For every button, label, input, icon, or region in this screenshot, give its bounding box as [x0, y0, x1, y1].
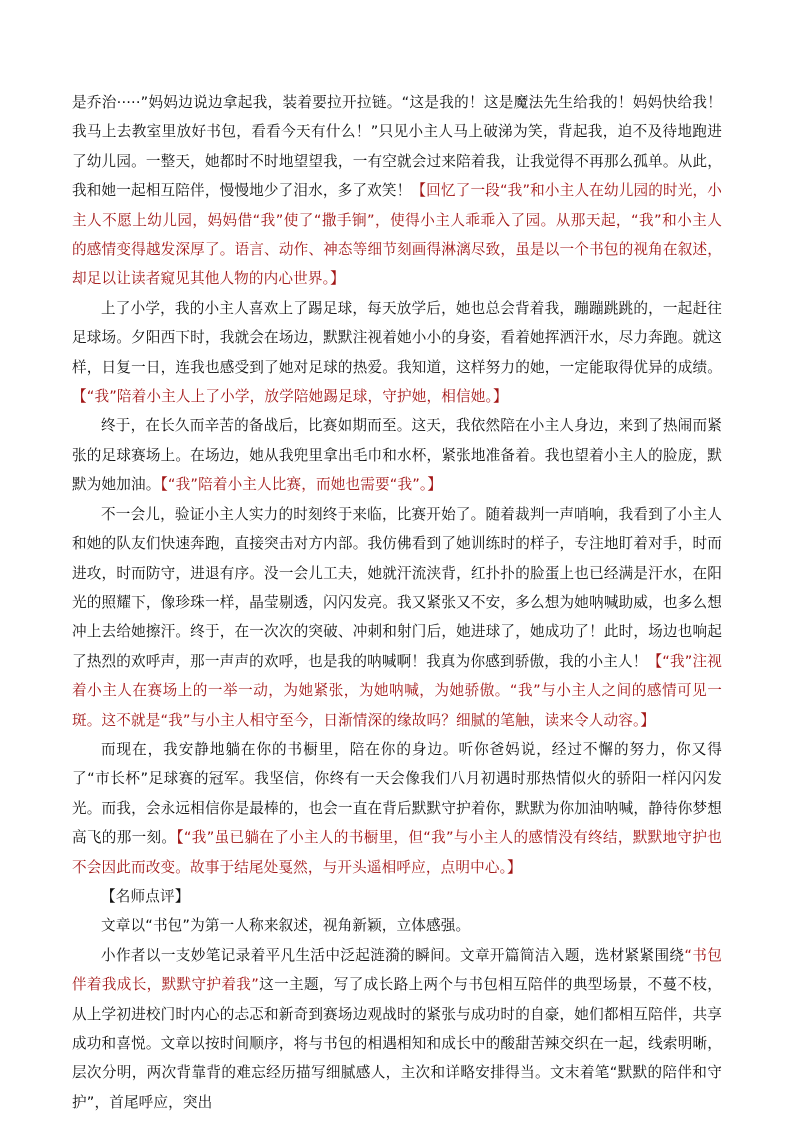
essay-paragraph-3: [72, 411, 722, 499]
comment-paragraph-2: [72, 941, 722, 1117]
comment-highlight: “书包伴着我成长，默默守护着我”: [72, 946, 723, 994]
document-page: [72, 88, 722, 1117]
essay-text: 不一会儿，验证小主人实力的时刻终于来临，比赛开始了。随着裁判一声哨响，我看到了小主人和她的队友们快速奔跑，直接突击对方内部。我仿佛看到了她训练时的样子，专注地盯着对手，时而进攻，时而防守，进退有序。没一会儿工夫，她就汗流浃背，红扑扑的脸蛋上也已经满是汗水，在阳光的照耀下，像珍珠一样，晶莹剔透，闪闪发亮。我又紧张又不安，多么想为她呐喊助威，也多么想冲上去给她擦汗。终于，在一次次的突破、冲刺和射门后，她进球了，她成功了！此时，场边也响起了热烈的欢呼声，那一声声的欢呼，也是我的呐喊啊！我真为你感到骄傲，我的小主人！: [72, 505, 722, 670]
annotation-text: 【“我”陪着小主人上了小学，放学陪她踢足球，守护她，相信她。】: [72, 388, 508, 406]
essay-paragraph-4: [72, 500, 722, 735]
essay-text: 而现在，我安静地躺在你的书橱里，陪在你的身边。听你爸妈说，经过不懈的努力，你又得了“市长杯”足球赛的冠军。我坚信，你终有一天会像我们八月初遇时那热情似火的骄阳一样闪闪发光。而我，会永远相信你是最棒的，也会一直在背后默默守护着你，默默为你加油呐喊，静待你梦想高飞的那一刻。: [72, 740, 722, 847]
comment-text: 小作者以一支妙笔记录着平凡生活中泛起涟漪的瞬间。文章开篇简洁入题，选材紧紧围绕: [101, 946, 685, 964]
comment-text: 这一主题，写了成长路上两个与书包相互陪伴的典型场景，不蔓不枝，从上学初进校门时内心的忐忑和新奇到赛场边观战时的紧张与成功时的自豪，她们都相互陪伴，共享成功和喜悦。文章以按时间顺序，将与书包的相遇相知和成长中的酸甜苦辣交织在一起，线索明晰，层次分明，两次背靠背的难忘经历描写细腻感人，主次和详略安排得当。文末着笔“默默的陪伴和守护”，首尾呼应，突出: [72, 976, 722, 1111]
essay-paragraph-5: [72, 735, 722, 882]
annotation-text: 【“我”注视着小主人在赛场上的一举一动，为她紧张，为她呐喊，为她骄傲。“我”与小主人之间的感情可见一斑。这不就是“我”与小主人相守至今，日渐情深的缘故吗？细腻的笔触，读来令人动容。】: [72, 652, 722, 729]
essay-paragraph-2: [72, 294, 722, 412]
essay-text: 上了小学，我的小主人喜欢上了踢足球，每天放学后，她也总会背着我，蹦蹦跳跳的，一起赶往足球场。夕阳西下时，我就会在场边，默默注视着她小小的身姿，看着她挥洒汗水，尽力奔跑。就这样，日复一日，连我也感受到了她对足球的热爱。我知道，这样努力的她，一定能取得优异的成绩。: [72, 299, 722, 376]
comment-paragraph-1: [72, 911, 722, 940]
essay-text: 是乔治·····”妈妈边说边拿起我，装着要拉开拉链。“这是我的！这是魔法先生给我的！妈妈快给我！我马上去教室里放好书包，看看今天有什么！”只见小主人马上破涕为笑，背起我，迫不及待地跑进了幼儿园。一整天，她都时不时地望望我，一有空就会过来陪着我，让我觉得不再那么孤单。从此，我和她一起相互陪伴，慢慢地少了泪水，多了欢笑！: [72, 94, 722, 200]
annotation-text: 【“我”陪着小主人比赛，而她也需要“我”。】: [160, 476, 443, 494]
comment-text: 文章以“书包”为第一人称来叙述，视角新颖，立体感强。: [101, 917, 471, 935]
essay-paragraph-1: [72, 88, 722, 294]
annotation-text: 【“我”虽已躺在了小主人的书橱里，但“我”与小主人的感情没有终结，默默地守护也不会因此而改变。故事于结尾处戛然，与开头遥相呼应，点明中心。】: [72, 829, 722, 876]
annotation-text: 【回忆了一段“我”和小主人在幼儿园的时光，小主人不愿上幼儿园，妈妈借“我”使了“撒手锏”，使得小主人乖乖入了园。从那天起，“我”和小主人的感情变得越发深厚了。语言、动作、神态等细节刻画得淋漓尽致，虽是以一个书包的视角在叙述，却足以让读者窥见其他人物的内心世界。】: [72, 182, 722, 288]
comment-heading: 【名师点评】: [101, 887, 190, 905]
essay-text: 终于，在长久而辛苦的备战后，比赛如期而至。这天，我依然陪在小主人身边，来到了热闹而紧张的足球赛场上。在场边，她从我兜里拿出毛巾和水杯，紧张地准备着。我也望着小主人的脸庞，默默为她加油。: [72, 417, 722, 494]
